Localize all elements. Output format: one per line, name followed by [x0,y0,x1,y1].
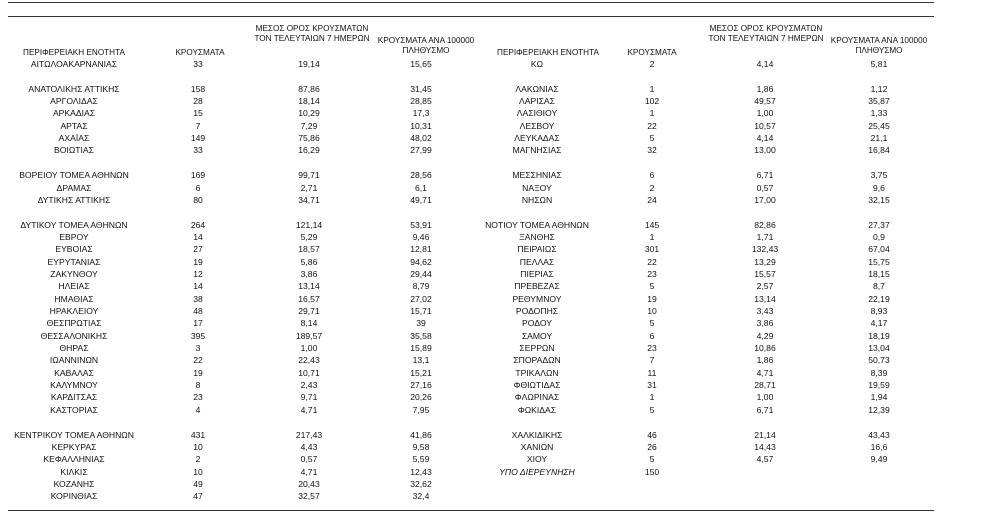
right-region-name: ΛΕΣΒΟΥ [519,120,555,131]
right-avg7-value: 49,57 [754,96,776,106]
left-cases-value: 2 [195,454,201,465]
left-cases-value: 80 [193,194,203,205]
right-per100k-value: 18,19 [868,330,890,341]
left-cases-value: 15 [193,108,203,119]
right-region-name: ΧΑΛΚΙΔΙΚΗΣ [511,429,563,440]
left-per100k-value: 39 [416,318,426,329]
left-cases-value: 149 [190,133,206,144]
right-per100k-value: 16,6 [870,441,888,452]
right-region-name: ΞΑΝΘΗΣ [519,231,555,242]
left-per100k-value: 15,71 [410,306,432,316]
right-region-name: ΧΙΟΥ [526,454,548,465]
right-per100k-value: 4,17 [870,318,888,329]
left-region-name: ΚΑΛΥΜΝΟΥ [50,380,98,391]
left-per100k-value: 8,79 [412,281,430,292]
right-per100k-value: 13,04 [868,343,890,354]
left-per100k-value: 15,89 [410,343,432,354]
left-per100k-value: 48,02 [410,133,432,144]
left-per100k-value: 29,44 [410,268,432,279]
right-region-name: ΥΠΟ ΔΙΕΡΕΥΝΗΣΗ [499,466,575,477]
left-avg7-value: 87,86 [298,83,320,94]
right-avg7-value: 15,57 [754,268,776,279]
right-cases-value: 19 [647,293,657,304]
left-per100k-value: 32,4 [412,491,430,502]
left-per100k-value: 15,65 [410,59,432,69]
left-per100k-value: 20,26 [410,392,432,403]
right-avg7-value: 13,00 [754,145,776,156]
right-cases-value: 23 [647,343,657,354]
left-cases-value: 19 [193,367,203,378]
right-per100k-value: 22,19 [868,293,890,304]
left-region-name: ΙΩΑΝΝΙΝΩΝ [49,355,99,366]
right-per100k-value: 50,73 [868,355,890,366]
left-region-name: ΘΕΣΠΡΩΤΙΑΣ [46,318,102,329]
bottom-rule [8,510,934,511]
right-per100k-value: 3,75 [870,170,888,181]
right-per100k-value: 19,59 [868,380,890,391]
right-region-name: ΜΑΓΝΗΣΙΑΣ [512,145,562,156]
right-cases-value: 2 [649,182,655,193]
right-avg7-value: 4,14 [756,59,774,69]
right-cases-value: 23 [647,268,657,279]
left-avg7-value: 189,57 [295,330,323,341]
header-avg7-left: ΜΕΣΟΣ ΟΡΟΣ ΚΡΟΥΣΜΑΤΩΝ ΤΟΝ ΤΕΛΕΥΤΑΙΩΝ 7 ΗΜΕΡΩΝ [254,24,370,43]
left-avg7-value: 29,71 [298,306,320,316]
left-avg7-value: 19,14 [298,59,320,69]
left-avg7-value: 10,29 [298,108,320,119]
left-per100k-value: 13,1 [412,355,430,366]
right-region-name: ΡΟΔΟΥ [522,318,552,329]
right-region-name: ΡΟΔΟΠΗΣ [515,306,559,316]
left-per100k-value: 17,3 [412,108,430,119]
left-avg7-value: 0,57 [300,454,318,465]
left-cases-value: 10 [193,441,203,452]
left-avg7-value: 8,14 [300,318,318,329]
left-region-name: ΘΗΡΑΣ [59,343,89,354]
left-region-name: ΚΟΡΙΝΘΙΑΣ [50,491,98,502]
right-avg7-value: 1,86 [756,83,774,94]
right-region-name: ΣΑΜΟΥ [521,330,553,341]
right-avg7-value: 1,00 [756,392,774,403]
right-region-name: ΣΕΡΡΩΝ [519,343,555,354]
right-avg7-value: 2,57 [756,281,774,292]
right-per100k-value: 21,1 [870,133,888,144]
left-avg7-value: 2,43 [300,380,318,391]
right-per100k-value: 8,93 [870,306,888,316]
left-region-name: ΑΡΓΟΛΙΔΑΣ [50,96,98,106]
right-cases-value: 5 [649,133,655,144]
right-region-name: ΤΡΙΚΑΛΩΝ [515,367,559,378]
right-avg7-value: 17,00 [754,194,776,205]
left-avg7-value: 16,57 [298,293,320,304]
right-cases-value: 24 [647,194,657,205]
left-per100k-value: 94,62 [410,256,432,267]
left-cases-value: 19 [193,256,203,267]
left-region-name: ΕΒΡΟΥ [59,231,89,242]
left-avg7-value: 20,43 [298,478,320,489]
right-region-name: ΝΟΤΙΟΥ ΤΟΜΕΑ ΑΘΗΝΩΝ [485,219,589,230]
right-cases-value: 26 [647,441,657,452]
right-region-name: ΡΕΘΥΜΝΟΥ [512,293,562,304]
left-per100k-value: 27,02 [410,293,432,304]
left-region-name: ΚΕΦΑΛΛΗΝΙΑΣ [43,454,105,465]
right-region-name: ΛΑΚΩΝΙΑΣ [515,83,559,94]
right-cases-value: 6 [649,330,655,341]
left-avg7-value: 4,71 [300,404,318,415]
left-avg7-value: 16,29 [298,145,320,156]
left-cases-value: 33 [193,145,203,156]
right-per100k-value: 67,04 [868,244,890,255]
right-avg7-value: 13,29 [754,256,776,267]
header-region-right: ΠΕΡΙΦΕΡΕΙΑΚΗ ΕΝΟΤΗΤΑ [497,48,599,57]
left-per100k-value: 28,56 [410,170,432,181]
right-cases-value: 46 [647,429,657,440]
left-cases-value: 169 [190,170,206,181]
left-region-name: ΚΕΡΚΥΡΑΣ [51,441,97,452]
right-per100k-value: 1,12 [870,83,888,94]
left-region-name: ΑΡΚΑΔΙΑΣ [52,108,96,119]
left-per100k-value: 7,95 [412,404,430,415]
right-cases-value: 301 [644,244,660,255]
right-avg7-value: 21,14 [754,429,776,440]
right-avg7-value: 10,57 [754,120,776,131]
left-avg7-value: 5,86 [300,256,318,267]
left-avg7-value: 32,57 [298,491,320,502]
left-per100k-value: 12,43 [410,466,432,477]
left-per100k-value: 32,62 [410,478,432,489]
right-avg7-value: 1,00 [756,108,774,119]
right-avg7-value: 1,71 [756,231,774,242]
right-avg7-value: 1,86 [756,355,774,366]
right-avg7-value: 4,14 [756,133,774,144]
right-region-name: ΠΕΛΛΑΣ [519,256,555,267]
left-cases-value: 264 [190,219,206,230]
right-per100k-value: 43,43 [868,429,890,440]
left-cases-value: 33 [193,59,203,69]
left-region-name: ΚΑΣΤΟΡΙΑΣ [50,404,98,415]
left-cases-value: 47 [193,491,203,502]
left-per100k-value: 53,91 [410,219,432,230]
right-cases-value: 5 [649,318,655,329]
right-avg7-value: 0,57 [756,182,774,193]
right-cases-value: 5 [649,454,655,465]
right-avg7-value: 3,86 [756,318,774,329]
right-per100k-value: 8,7 [873,281,885,292]
right-region-name: ΝΑΞΟΥ [522,182,552,193]
left-per100k-value: 41,86 [410,429,432,440]
left-region-name: ΚΙΛΚΙΣ [60,466,88,477]
left-per100k-value: 9,58 [412,441,430,452]
header-region-left: ΠΕΡΙΦΕΡΕΙΑΚΗ ΕΝΟΤΗΤΑ [23,48,125,57]
left-region-name: ΑΧΑΪΑΣ [58,133,90,144]
right-region-name: ΦΛΩΡΙΝΑΣ [514,392,560,403]
right-per100k-value: 9,49 [870,454,888,465]
right-per100k-value: 35,87 [868,96,890,106]
right-avg7-value: 13,14 [754,293,776,304]
left-avg7-value: 18,14 [298,96,320,106]
left-cases-value: 27 [193,244,203,255]
left-cases-value: 158 [190,83,206,94]
left-region-name: ΑΙΤΩΛΟΑΚΑΡΝΑΝΙΑΣ [30,59,118,69]
left-per100k-value: 6,1 [415,182,427,193]
left-avg7-value: 13,14 [298,281,320,292]
right-region-name: ΜΕΣΣΗΝΙΑΣ [512,170,562,181]
right-region-name: ΣΠΟΡΑΔΩΝ [513,355,561,366]
left-per100k-value: 15,21 [410,367,432,378]
header-cases-left: ΚΡΟΥΣΜΑΤΑ [175,48,225,57]
left-region-name: ΔΥΤΙΚΗΣ ΑΤΤΙΚΗΣ [37,194,111,205]
left-region-name: ΚΟΖΑΝΗΣ [53,478,95,489]
left-cases-value: 395 [190,330,206,341]
right-region-name: ΛΑΣΙΘΙΟΥ [516,108,558,119]
right-avg7-value: 4,29 [756,330,774,341]
right-cases-value: 1 [649,392,655,403]
left-cases-value: 8 [195,380,201,391]
left-cases-value: 12 [193,268,203,279]
left-per100k-value: 35,58 [410,330,432,341]
left-region-name: ΔΡΑΜΑΣ [56,182,92,193]
left-cases-value: 4 [195,404,201,415]
right-cases-value: 22 [647,256,657,267]
left-cases-value: 38 [193,293,203,304]
left-cases-value: 7 [195,120,201,131]
left-cases-value: 6 [195,182,201,193]
right-per100k-value: 9,6 [873,182,885,193]
right-per100k-value: 25,45 [868,120,890,131]
left-cases-value: 49 [193,478,203,489]
left-cases-value: 22 [193,355,203,366]
left-region-name: ΗΛΕΙΑΣ [58,281,90,292]
right-avg7-value: 4,57 [756,454,774,465]
left-cases-value: 28 [193,96,203,106]
left-region-name: ΚΑΒΑΛΑΣ [54,367,94,378]
right-avg7-value: 3,43 [756,306,774,316]
right-cases-value: 32 [647,145,657,156]
right-cases-value: 6 [649,170,655,181]
header-per100k-left: ΚΡΟΥΣΜΑΤΑ ΑΝΑ 100000 ΠΛΗΘΥΣΜΟ [377,36,475,55]
left-avg7-value: 3,86 [300,268,318,279]
left-region-name: ΔΥΤΙΚΟΥ ΤΟΜΕΑ ΑΘΗΝΩΝ [20,219,128,230]
right-avg7-value: 82,86 [754,219,776,230]
right-per100k-value: 27,37 [868,219,890,230]
right-avg7-value: 6,71 [756,404,774,415]
right-region-name: ΛΕΥΚΑΔΑΣ [514,133,560,144]
left-region-name: ΒΟΙΩΤΙΑΣ [54,145,94,156]
right-cases-value: 1 [649,108,655,119]
header-cases-right: ΚΡΟΥΣΜΑΤΑ [627,48,677,57]
right-cases-value: 31 [647,380,657,391]
left-per100k-value: 28,85 [410,96,432,106]
right-per100k-value: 12,39 [868,404,890,415]
left-region-name: ΖΑΚΥΝΘΟΥ [50,268,98,279]
left-avg7-value: 10,71 [298,367,320,378]
right-avg7-value: 10,86 [754,343,776,354]
left-region-name: ΑΡΤΑΣ [60,120,88,131]
right-avg7-value: 6,71 [756,170,774,181]
left-avg7-value: 217,43 [295,429,323,440]
left-avg7-value: 121,14 [295,219,323,230]
right-avg7-value: 14,43 [754,441,776,452]
left-avg7-value: 34,71 [298,194,320,205]
left-region-name: ΒΟΡΕΙΟΥ ΤΟΜΕΑ ΑΘΗΝΩΝ [19,170,129,181]
right-region-name: ΠΕΙΡΑΙΩΣ [517,244,557,255]
left-cases-value: 23 [193,392,203,403]
left-per100k-value: 5,59 [412,454,430,465]
left-per100k-value: 27,99 [410,145,432,156]
right-per100k-value: 1,94 [870,392,888,403]
right-per100k-value: 32,15 [868,194,890,205]
right-cases-value: 7 [649,355,655,366]
left-region-name: ΑΝΑΤΟΛΙΚΗΣ ΑΤΤΙΚΗΣ [28,83,120,94]
left-region-name: ΚΑΡΔΙΤΣΑΣ [50,392,98,403]
left-avg7-value: 9,71 [300,392,318,403]
right-avg7-value: 4,71 [756,367,774,378]
left-region-name: ΘΕΣΣΑΛΟΝΙΚΗΣ [40,330,108,341]
right-region-name: ΛΑΡΙΣΑΣ [519,96,555,106]
right-cases-value: 1 [649,83,655,94]
right-per100k-value: 5,81 [870,59,888,69]
left-per100k-value: 9,46 [412,231,430,242]
right-region-name: ΠΡΕΒΕΖΑΣ [514,281,560,292]
right-region-name: ΚΩ [530,59,544,69]
left-per100k-value: 31,45 [410,83,432,94]
left-avg7-value: 99,71 [298,170,320,181]
right-per100k-value: 18,15 [868,268,890,279]
left-cases-value: 14 [193,231,203,242]
left-cases-value: 3 [195,343,201,354]
right-cases-value: 5 [649,404,655,415]
right-per100k-value: 1,33 [870,108,888,119]
left-region-name: ΗΜΑΘΙΑΣ [54,293,94,304]
right-region-name: ΦΘΙΩΤΙΔΑΣ [513,380,561,391]
right-cases-value: 22 [647,120,657,131]
left-avg7-value: 1,00 [300,343,318,354]
left-region-name: ΕΥΒΟΙΑΣ [55,244,93,255]
right-cases-value: 150 [644,466,660,477]
right-per100k-value: 16,84 [868,145,890,156]
left-avg7-value: 75,86 [298,133,320,144]
right-cases-value: 102 [644,96,660,106]
left-avg7-value: 22,43 [298,355,320,366]
right-region-name: ΧΑΝΙΩΝ [520,441,554,452]
left-region-name: ΗΡΑΚΛΕΙΟΥ [49,306,99,316]
right-cases-value: 5 [649,281,655,292]
header-per100k-right: ΚΡΟΥΣΜΑΤΑ ΑΝΑ 100000 ΠΛΗΘΥΣΜΟ [830,36,928,55]
left-cases-value: 431 [190,429,206,440]
right-region-name: ΝΗΣΩΝ [521,194,553,205]
left-avg7-value: 2,71 [300,182,318,193]
left-cases-value: 10 [193,466,203,477]
right-region-name: ΠΙΕΡΙΑΣ [520,268,554,279]
left-cases-value: 17 [193,318,203,329]
right-cases-value: 145 [644,219,660,230]
right-avg7-value: 28,71 [754,380,776,391]
right-avg7-value: 132,43 [751,244,779,255]
right-cases-value: 10 [647,306,657,316]
left-per100k-value: 10,31 [410,120,432,131]
left-region-name: ΕΥΡΥΤΑΝΙΑΣ [47,256,101,267]
left-per100k-value: 12,81 [410,244,432,255]
left-region-name: ΚΕΝΤΡΙΚΟΥ ΤΟΜΕΑ ΑΘΗΝΩΝ [14,429,134,440]
right-cases-value: 1 [649,231,655,242]
right-cases-value: 11 [647,367,657,378]
left-avg7-value: 7,29 [300,120,318,131]
top-rule [8,2,934,3]
right-region-name: ΦΩΚΙΔΑΣ [517,404,557,415]
right-per100k-value: 15,75 [868,256,890,267]
right-cases-value: 2 [649,59,655,69]
left-cases-value: 14 [193,281,203,292]
left-per100k-value: 49,71 [410,194,432,205]
right-per100k-value: 8,39 [870,367,888,378]
right-per100k-value: 0,9 [873,231,885,242]
header-divider [8,16,934,17]
left-cases-value: 48 [193,306,203,316]
header-avg7-right: ΜΕΣΟΣ ΟΡΟΣ ΚΡΟΥΣΜΑΤΩΝ ΤΟΝ ΤΕΛΕΥΤΑΙΩΝ 7 ΗΜΕΡΩΝ [708,24,824,43]
left-avg7-value: 4,71 [300,466,318,477]
left-avg7-value: 18,57 [298,244,320,255]
left-per100k-value: 27,16 [410,380,432,391]
left-avg7-value: 5,29 [300,231,318,242]
left-avg7-value: 4,43 [300,441,318,452]
